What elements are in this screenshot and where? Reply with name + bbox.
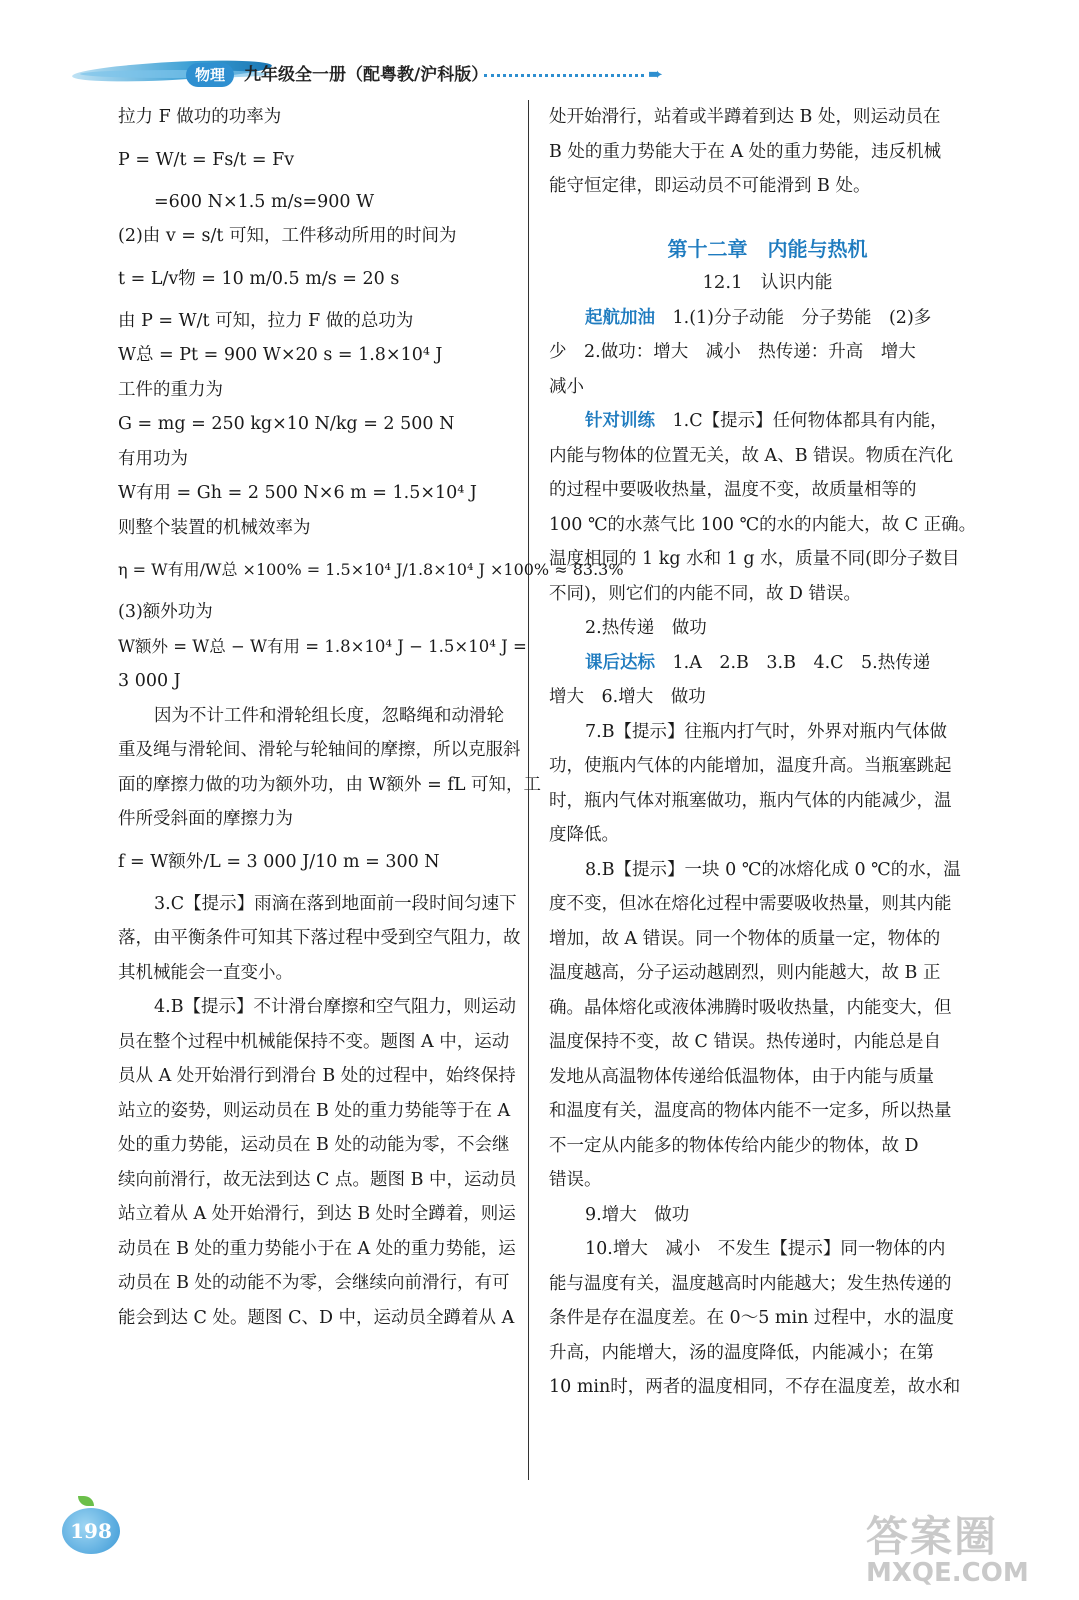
formula-line: 3 000 J bbox=[118, 671, 181, 691]
section-label: 针对训练 bbox=[585, 411, 655, 431]
text-line: 增加，故 A 错误。同一个物体的质量一定，物体的 bbox=[549, 928, 941, 949]
text-line: (3)额外功为 bbox=[118, 602, 213, 622]
formula-line: f = W额外/L = 3 000 J/10 m = 300 N bbox=[118, 851, 440, 872]
text-line: 其机械能会一直变小。 bbox=[118, 962, 293, 983]
text-line: 员从 A 处开始滑行到滑台 B 处的过程中，始终保持 bbox=[118, 1066, 516, 1086]
watermark bbox=[866, 1504, 1066, 1594]
text-line: 温度相同的 1 kg 水和 1 g 水，质量不同(即分子数目 bbox=[549, 549, 960, 569]
text-line: 续向前滑行，故无法到达 C 点。题图 B 中，运动员 bbox=[118, 1169, 517, 1190]
text-line: 因为不计工件和滑轮组长度，忽略绳和动滑轮 bbox=[154, 705, 504, 726]
text-line: 工件的重力为 bbox=[118, 379, 223, 400]
header-dotted-line bbox=[484, 74, 644, 77]
text-line: 确。晶体熔化或液体沸腾时吸收热量，内能变大，但 bbox=[549, 997, 952, 1018]
text-line: 度降低。 bbox=[549, 825, 619, 845]
answer-line: 3.C【提示】雨滴在落到地面前一段时间匀速下 bbox=[154, 893, 517, 914]
book-title: 九年级全一册（配粤教/沪科版） bbox=[244, 65, 489, 85]
arrow-right-icon: ➨ bbox=[648, 64, 664, 85]
formula-line: W有用 = Gh = 2 500 N×6 m = 1.5×10⁴ J bbox=[118, 483, 477, 503]
answer-line: 7.B【提示】往瓶内打气时，外界对瓶内气体做 bbox=[585, 721, 948, 742]
formula-line: t = L/v物 = 10 m/0.5 m/s = 20 s bbox=[118, 268, 400, 289]
formula-line: =600 N×1.5 m/s=900 W bbox=[154, 191, 375, 212]
text-line: 动员在 B 处的动能不为零，会继续向前滑行，有可 bbox=[118, 1273, 510, 1293]
section-title: 12.1 认识内能 bbox=[702, 272, 833, 293]
text-line: 少 2.做功：增大 减小 热传递：升高 增大 bbox=[549, 342, 916, 362]
watermark-url: MXQE.COM bbox=[866, 1558, 1029, 1588]
text-line: 条件是存在温度差。在 0～5 min 过程中，水的温度 bbox=[549, 1308, 954, 1328]
formula-line: P = W/t = Fs/t = Fv bbox=[118, 149, 295, 170]
text-line: 升高，内能增大，汤的温度降低，内能减小；在第 bbox=[549, 1342, 934, 1363]
text-line: 面的摩擦力做的功为额外功，由 W额外 = fL 可知，工 bbox=[118, 774, 541, 795]
text-line: 有用功为 bbox=[118, 448, 188, 469]
formula-line: η = W有用/W总 ×100% = 1.5×10⁴ J/1.8×10⁴ J ×100% ≈ 83.3% bbox=[118, 560, 624, 579]
answer-line: 2.热传递 做功 bbox=[585, 618, 707, 638]
text-line: 站立的姿势，则运动员在 B 处的重力势能等于在 A bbox=[118, 1100, 511, 1121]
text-line: 增大 6.增大 做功 bbox=[549, 687, 706, 707]
answer-line: 9.增大 做功 bbox=[585, 1204, 690, 1225]
text-line: 减小 bbox=[549, 376, 584, 397]
text-line: 处的重力势能，运动员在 B 处的动能为零，不会继 bbox=[118, 1135, 510, 1155]
formula-line: W额外 = W总 − W有用 = 1.8×10⁴ J − 1.5×10⁴ J = bbox=[118, 636, 527, 656]
text-line: 动员在 B 处的重力势能小于在 A 处的重力势能，运 bbox=[118, 1238, 516, 1259]
formula-line: G = mg = 250 kg×10 N/kg = 2 500 N bbox=[118, 414, 455, 434]
chapter-title: 第十二章 内能与热机 bbox=[667, 236, 868, 261]
answer-line: 8.B【提示】一块 0 ℃的冰熔化成 0 ℃的水，温 bbox=[585, 859, 961, 880]
text-line: 由 P = W/t 可知，拉力 F 做的总功为 bbox=[118, 310, 414, 331]
answer-line: 针对训练 1.C【提示】任何物体都具有内能， bbox=[585, 411, 948, 431]
right-column bbox=[549, 100, 986, 1405]
text-line: 100 ℃的水蒸气比 100 ℃的水的内能大，故 C 正确。 bbox=[549, 514, 977, 535]
text-line: 内能与物体的位置无关，故 A、B 错误。物质在汽化 bbox=[549, 445, 954, 466]
text-line: B 处的重力势能大于在 A 处的重力势能，违反机械 bbox=[549, 141, 942, 162]
text-line: 温度保持不变，故 C 错误。热传递时，内能总是自 bbox=[549, 1032, 942, 1052]
text-line: 能守恒定律，即运动员不可能滑到 B 处。 bbox=[549, 176, 871, 196]
text-line: 错误。 bbox=[549, 1170, 602, 1190]
text-line: 不一定从内能多的物体传给内能少的物体，故 D bbox=[549, 1135, 919, 1156]
text-line: 和温度有关，温度高的物体内能不一定多，所以热量 bbox=[549, 1101, 952, 1121]
section-label: 起航加油 bbox=[585, 307, 655, 328]
text-line: 功，使瓶内气体的内能增加，温度升高。当瓶塞跳起 bbox=[549, 756, 952, 776]
text-line: (2)由 v = s/t 可知，工件移动所用的时间为 bbox=[118, 226, 457, 246]
answer-line: 10.增大 减小 不发生【提示】同一物体的内 bbox=[585, 1239, 946, 1259]
text-line: 的过程中要吸收热量，温度不变，故质量相等的 bbox=[549, 480, 917, 500]
text-line: 时，瓶内气体对瓶塞做功，瓶内气体的内能减少，温 bbox=[549, 790, 952, 811]
subject-badge: 物理 bbox=[186, 63, 234, 87]
text-line: 温度越高，分子运动越剧烈，则内能越大，故 B 正 bbox=[549, 963, 941, 983]
answer-line: 起航加油 1.(1)分子动能 分子势能 (2)多 bbox=[585, 307, 932, 328]
text-line: 能与温度有关，温度越高时内能越大；发生热传递的 bbox=[549, 1273, 952, 1294]
page-number: 198 bbox=[62, 1508, 120, 1554]
header-swoosh-highlight bbox=[80, 70, 270, 78]
text-line: 发地从高温物体传递给低温物体，由于内能与质量 bbox=[549, 1066, 934, 1087]
answer-line: 4.B【提示】不计滑台摩擦和空气阻力，则运动 bbox=[154, 997, 517, 1017]
text-line: 不同)，则它们的内能不同，故 D 错误。 bbox=[549, 583, 861, 604]
text-line: 度不变，但冰在熔化过程中需要吸收热量，则其内能 bbox=[549, 894, 952, 914]
text-line: 件所受斜面的摩擦力为 bbox=[118, 809, 293, 829]
text-line: 落，由平衡条件可知其下落过程中受到空气阻力，故 bbox=[118, 928, 521, 948]
leaf-icon bbox=[78, 1496, 94, 1506]
formula-line: W总 = Pt = 900 W×20 s = 1.8×10⁴ J bbox=[118, 345, 443, 365]
text-line: 处开始滑行，站着或半蹲着到达 B 处，则运动员在 bbox=[549, 107, 941, 127]
text-line: 站立着从 A 处开始滑行，到达 B 处时全蹲着，则运 bbox=[118, 1204, 516, 1224]
watermark-title: 答案圈 bbox=[866, 1512, 999, 1561]
answer-line: 课后达标 1.A 2.B 3.B 4.C 5.热传递 bbox=[585, 652, 931, 673]
text-line: 能会到达 C 处。题图 C、D 中，运动员全蹲着从 A bbox=[118, 1307, 515, 1328]
text-line: 重及绳与滑轮间、滑轮与轮轴间的摩擦，所以克服斜 bbox=[118, 740, 521, 760]
text-line: 员在整个过程中机械能保持不变。题图 A 中，运动 bbox=[118, 1031, 510, 1052]
text-line: 拉力 F 做功的功率为 bbox=[118, 107, 282, 127]
text-line: 则整个装置的机械效率为 bbox=[118, 517, 311, 538]
text-line: 10 min时，两者的温度相同，不存在温度差，故水和 bbox=[549, 1377, 961, 1397]
section-label: 课后达标 bbox=[585, 652, 655, 673]
